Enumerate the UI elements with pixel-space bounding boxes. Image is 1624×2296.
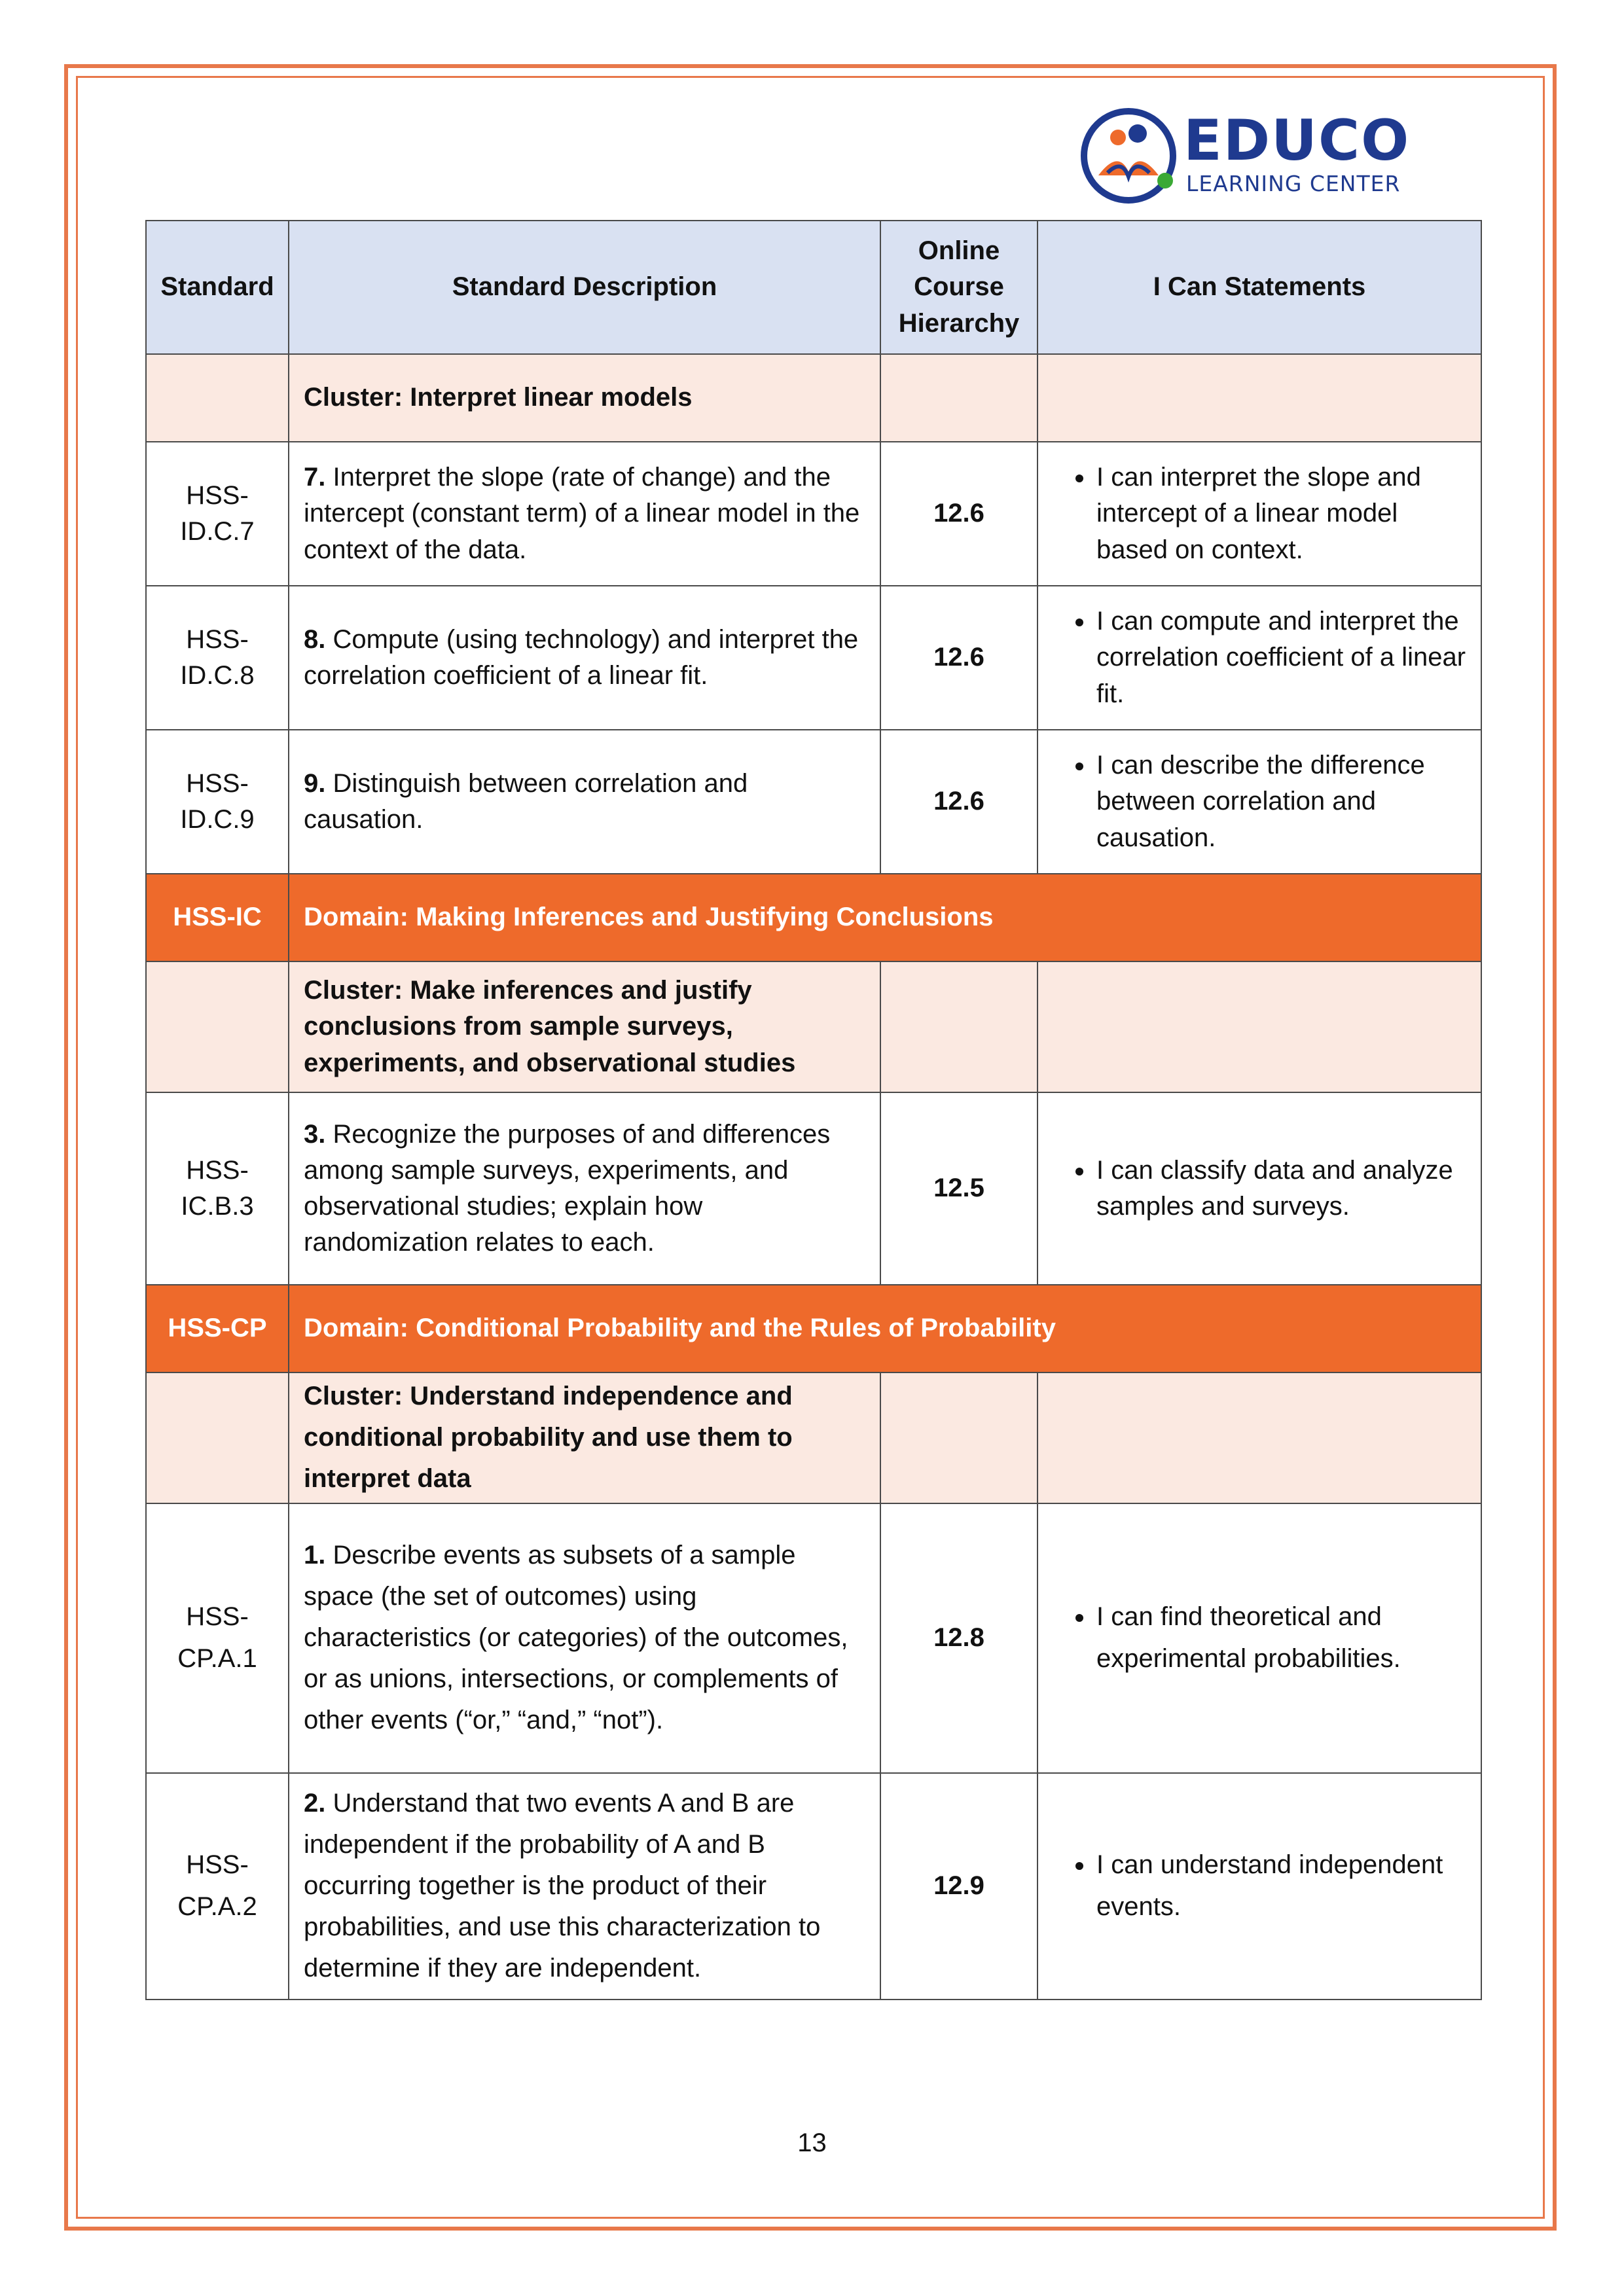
table-row: [146, 730, 1481, 874]
table-row: [146, 1503, 1481, 1773]
logo-name: EDUCO: [1183, 108, 1411, 173]
standard-description: [289, 1092, 880, 1285]
table-row: [146, 586, 1481, 730]
hierarchy-value: 12.6: [880, 442, 1038, 586]
statement-cell: [1038, 730, 1481, 874]
standard-description: [289, 442, 880, 586]
statement-cell: [1038, 1773, 1481, 2000]
logo-subtitle: LEARNING CENTER: [1186, 171, 1401, 196]
header-row: [146, 221, 1481, 354]
domain-row: [146, 874, 1481, 961]
item-number: 7.: [304, 463, 326, 492]
cluster-row: [146, 961, 1481, 1092]
standard-code: HSS-IC.B.3: [146, 1092, 289, 1285]
item-number: 1.: [304, 1540, 326, 1570]
statement-item: • I can find theoretical and experimental probabilities.: [1095, 1596, 1467, 1679]
description-text: Distinguish between correlation and causation.: [304, 768, 748, 834]
standard-code: HSS-ID.C.9: [146, 730, 289, 874]
domain-row: [146, 1285, 1481, 1372]
statement-item: • I can interpret the slope and intercept of a linear model based on context.: [1095, 459, 1467, 568]
educo-logo-icon: [1079, 103, 1183, 208]
standard-code: HSS-ID.C.8: [146, 586, 289, 730]
statement-item: • I can classify data and analyze samples and surveys.: [1095, 1153, 1467, 1225]
hierarchy-value: 12.6: [880, 586, 1038, 730]
header-description: Standard Description: [289, 221, 880, 354]
cluster-row: [146, 1372, 1481, 1503]
cluster-title: Cluster: Understand independence and conditional probability and use them to interpret data: [289, 1372, 880, 1503]
statement-cell: [1038, 1092, 1481, 1285]
standard-description: [289, 730, 880, 874]
statement-cell: [1038, 1503, 1481, 1773]
standards-table: [145, 220, 1482, 2000]
hierarchy-value: 12.9: [880, 1773, 1038, 2000]
header-standard: Standard: [146, 221, 289, 354]
domain-code: HSS-IC: [146, 874, 289, 961]
item-number: 2.: [304, 1788, 326, 1818]
header-statements: I Can Statements: [1038, 221, 1481, 354]
page-number: 13: [797, 2128, 827, 2157]
item-number: 9.: [304, 768, 326, 798]
cluster-title: Cluster: Interpret linear models: [289, 354, 880, 442]
description-text: Understand that two events A and B are independent if the probability of A and B occurring together is the product of their probabilities, and use this characterization to determine if they are independent.: [304, 1788, 821, 1983]
statement-item: • I can describe the difference between correlation and causation.: [1095, 747, 1467, 856]
statement-cell: [1038, 442, 1481, 586]
standard-code: HSS-CP.A.1: [146, 1503, 289, 1773]
hierarchy-value: 12.5: [880, 1092, 1038, 1285]
item-number: 8.: [304, 624, 326, 654]
table-row: [146, 1773, 1481, 2000]
cluster-title: Cluster: Make inferences and justify conclusions from sample surveys, experiments, and observational studies: [289, 961, 880, 1092]
description-text: Describe events as subsets of a sample space (the set of outcomes) using characteristics (or categories) of the outcomes, or as unions, intersections, or complements of other events (“or,” “and,” “not”).: [304, 1540, 848, 1735]
statement-item: • I can compute and interpret the correlation coefficient of a linear fit.: [1095, 603, 1467, 712]
table-row: [146, 1092, 1481, 1285]
standard-description: [289, 1503, 880, 1773]
domain-code: HSS-CP: [146, 1285, 289, 1372]
domain-title: Domain: Making Inferences and Justifying Conclusions: [289, 874, 1481, 961]
item-number: 3.: [304, 1119, 326, 1149]
standard-description: [289, 1773, 880, 2000]
standard-description: [289, 586, 880, 730]
educo-logo: [1079, 103, 1419, 208]
standard-code: HSS-ID.C.7: [146, 442, 289, 586]
description-text: Interpret the slope (rate of change) and the intercept (constant term) of a linear model in the context of the data.: [304, 463, 860, 564]
header-hierarchy: Online Course Hierarchy: [880, 221, 1038, 354]
statement-cell: [1038, 586, 1481, 730]
hierarchy-value: 12.6: [880, 730, 1038, 874]
hierarchy-value: 12.8: [880, 1503, 1038, 1773]
description-text: Compute (using technology) and interpret the correlation coefficient of a linear fit.: [304, 624, 859, 690]
domain-title: Domain: Conditional Probability and the Rules of Probability: [289, 1285, 1481, 1372]
statement-item: • I can understand independent events.: [1095, 1844, 1467, 1927]
cluster-row: [146, 354, 1481, 442]
description-text: Recognize the purposes of and differences among sample surveys, experiments, and observational studies; explain how randomization relates to each.: [304, 1119, 831, 1257]
table-row: [146, 442, 1481, 586]
standard-code: HSS-CP.A.2: [146, 1773, 289, 2000]
